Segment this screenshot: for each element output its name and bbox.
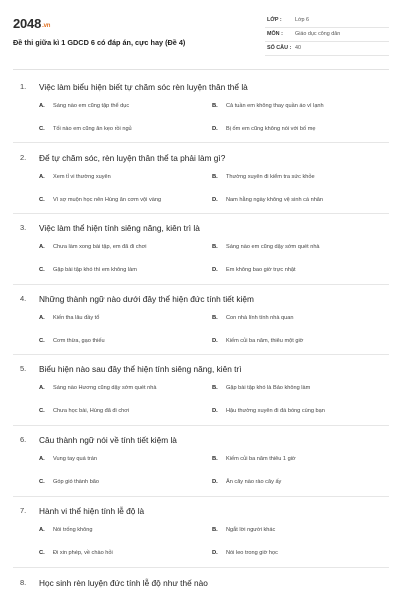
option-b[interactable] xyxy=(212,456,397,470)
option-a[interactable] xyxy=(39,315,224,329)
exam-meta-table xyxy=(265,14,389,56)
question-text: Biểu hiện nào sau đây thể hiện tính siêng năng, kiên trì xyxy=(39,363,242,374)
question-text: Học sinh rèn luyện đức tính lễ độ như thế nào xyxy=(39,577,208,588)
option-d[interactable] xyxy=(212,197,397,211)
option-text: Em không bao giờ trực nhật xyxy=(226,267,296,273)
option-text: Vung tay quá trán xyxy=(53,456,97,462)
option-text: Sáng nào em cũng dậy sớm quét nhà xyxy=(226,244,320,250)
option-c[interactable] xyxy=(39,408,224,422)
option-a[interactable] xyxy=(39,103,224,117)
meta-label: SỐ CÂU : xyxy=(267,45,292,51)
meta-value: Giáo dục công dân xyxy=(295,31,341,37)
question-text: Câu thành ngữ nói về tính tiết kiệm là xyxy=(39,434,177,445)
option-letter: B. xyxy=(212,456,218,462)
question-number: 6. xyxy=(20,435,27,444)
option-text: Tối nào em cũng ăn kẹo rồi ngủ xyxy=(53,126,132,132)
exam-header xyxy=(13,14,389,64)
question-divider xyxy=(13,425,389,426)
option-letter: A. xyxy=(39,244,45,250)
question-header xyxy=(13,364,389,376)
meta-row-count xyxy=(265,42,389,56)
question-7 xyxy=(13,506,389,556)
option-letter: B. xyxy=(212,244,218,250)
option-text: Cơm thừa, gạo thiếu xyxy=(53,338,105,344)
question-header xyxy=(13,223,389,235)
meta-label: MÔN : xyxy=(267,31,283,37)
question-number: 7. xyxy=(20,506,27,515)
option-text: Cả tuần em không thay quần áo vì lạnh xyxy=(226,103,324,109)
header-divider xyxy=(13,69,389,70)
question-number: 5. xyxy=(20,364,27,373)
option-letter: D. xyxy=(212,338,218,344)
option-text: Gặp bài tập khó là Bảo không làm xyxy=(226,385,311,391)
option-letter: D. xyxy=(212,408,218,414)
logo-main: 2048 xyxy=(13,16,42,31)
option-text: Sáng nào Hương cũng dậy sớm quét nhà xyxy=(53,385,157,391)
option-letter: D. xyxy=(212,126,218,132)
option-d[interactable] xyxy=(212,550,397,564)
option-d[interactable] xyxy=(212,479,397,493)
option-letter: D. xyxy=(212,479,218,485)
option-letter: B. xyxy=(212,315,218,321)
option-letter: A. xyxy=(39,527,45,533)
option-d[interactable] xyxy=(212,338,397,352)
option-a[interactable] xyxy=(39,174,224,188)
option-d[interactable] xyxy=(212,126,397,140)
option-letter: A. xyxy=(39,174,45,180)
option-letter: D. xyxy=(212,550,218,556)
option-letter: B. xyxy=(212,174,218,180)
option-c[interactable] xyxy=(39,338,224,352)
question-8 xyxy=(13,578,389,592)
site-logo[interactable] xyxy=(13,16,50,31)
option-text: Sáng nào em cũng tập thể dục xyxy=(53,103,130,109)
option-text: Kiến tha lâu đầy tổ xyxy=(53,315,100,321)
logo-suffix: .vn xyxy=(42,23,51,29)
option-letter: C. xyxy=(39,408,45,414)
option-c[interactable] xyxy=(39,126,224,140)
question-header xyxy=(13,578,389,590)
option-c[interactable] xyxy=(39,197,224,211)
option-text: Nói trống không xyxy=(53,527,93,533)
option-letter: C. xyxy=(39,338,45,344)
option-text: Đi xin phép, về chào hỏi xyxy=(53,550,113,556)
option-text: Góp gió thành bão xyxy=(53,479,100,485)
question-number: 1. xyxy=(20,82,27,91)
option-text: Hậu thường xuyên đi đá bóng cùng bạn xyxy=(226,408,325,414)
option-letter: A. xyxy=(39,385,45,391)
option-letter: C. xyxy=(39,267,45,273)
question-divider xyxy=(13,213,389,214)
option-text: Con nhà lính tính nhà quan xyxy=(226,315,294,321)
question-text: Những thành ngữ nào dưới đây thể hiện đức tính tiết kiệm xyxy=(39,293,254,304)
option-letter: A. xyxy=(39,456,45,462)
question-5 xyxy=(13,364,389,414)
option-b[interactable] xyxy=(212,315,397,329)
option-a[interactable] xyxy=(39,244,224,258)
question-1 xyxy=(13,82,389,132)
option-text: Chưa làm xong bài tập, em đã đi chơi xyxy=(53,244,147,250)
option-b[interactable] xyxy=(212,385,397,399)
option-a[interactable] xyxy=(39,385,224,399)
meta-label: LỚP : xyxy=(267,17,282,23)
option-letter: B. xyxy=(212,103,218,109)
question-text: Việc làm thể hiện tính siêng năng, kiên trì là xyxy=(39,222,200,233)
option-d[interactable] xyxy=(212,267,397,281)
option-c[interactable] xyxy=(39,550,224,564)
option-text: Ăn cây nào rào cây ấy xyxy=(226,479,282,485)
option-text: Chưa học bài, Hùng đã đi chơi xyxy=(53,408,130,414)
question-header xyxy=(13,435,389,447)
question-header xyxy=(13,294,389,306)
option-letter: C. xyxy=(39,197,45,203)
option-text: Nói leo trong giờ học xyxy=(226,550,278,556)
question-divider xyxy=(13,567,389,568)
question-6 xyxy=(13,435,389,485)
option-a[interactable] xyxy=(39,456,224,470)
question-divider xyxy=(13,354,389,355)
option-d[interactable] xyxy=(212,408,397,422)
question-number: 3. xyxy=(20,223,27,232)
question-divider xyxy=(13,142,389,143)
option-b[interactable] xyxy=(212,527,397,541)
option-letter: B. xyxy=(212,527,218,533)
option-letter: C. xyxy=(39,126,45,132)
question-number: 8. xyxy=(20,578,27,587)
meta-value: 40 xyxy=(295,45,301,51)
option-letter: A. xyxy=(39,315,45,321)
option-text: Xem tỉ vi thường xuyên xyxy=(53,174,111,180)
question-3 xyxy=(13,223,389,273)
option-letter: C. xyxy=(39,550,45,556)
option-a[interactable] xyxy=(39,527,224,541)
option-letter: D. xyxy=(212,197,218,203)
option-text: Kiếm củi ba năm, thiêu một giờ xyxy=(226,338,304,344)
option-text: Gặp bài tập khó thì em không làm xyxy=(53,267,137,273)
option-text: Vì sợ muộn học nên Hùng ăn cơm vội vàng xyxy=(53,197,162,203)
option-text: Kiếm củi ba năm thiêu 1 giờ xyxy=(226,456,296,462)
option-text: Ngắt lời người khác xyxy=(226,527,276,533)
option-letter: D. xyxy=(212,267,218,273)
question-divider xyxy=(13,496,389,497)
option-text: Thường xuyên đi kiểm tra sức khỏe xyxy=(226,174,315,180)
question-text: Việc làm biểu hiện biết tự chăm sóc rèn luyện thân thể là xyxy=(39,81,248,92)
meta-row-subject xyxy=(265,28,389,42)
question-header xyxy=(13,82,389,94)
question-header xyxy=(13,506,389,518)
meta-value: Lớp 6 xyxy=(295,17,310,23)
option-b[interactable] xyxy=(212,244,397,258)
question-number: 2. xyxy=(20,153,27,162)
question-2 xyxy=(13,153,389,203)
option-letter: B. xyxy=(212,385,218,391)
question-text: Để tự chăm sóc, rèn luyện thân thể ta phải làm gì? xyxy=(39,152,226,163)
option-letter: C. xyxy=(39,479,45,485)
question-number: 4. xyxy=(20,294,27,303)
option-text: Bị ốm em cũng không nói với bố mẹ xyxy=(226,126,316,132)
question-4 xyxy=(13,294,389,344)
meta-row-grade xyxy=(265,14,389,28)
option-letter: A. xyxy=(39,103,45,109)
question-header xyxy=(13,153,389,165)
option-b[interactable] xyxy=(212,174,397,188)
question-text: Hành vi thể hiện tính lễ độ là xyxy=(39,505,145,516)
option-c[interactable] xyxy=(39,267,224,281)
option-text: Nam hằng ngày không vệ sinh cá nhân xyxy=(226,197,324,203)
exam-title: Đề thi giữa kì 1 GDCD 6 có đáp án, cực hay (Đề 4) xyxy=(13,38,186,47)
option-b[interactable] xyxy=(212,103,397,117)
question-divider xyxy=(13,284,389,285)
option-c[interactable] xyxy=(39,479,224,493)
